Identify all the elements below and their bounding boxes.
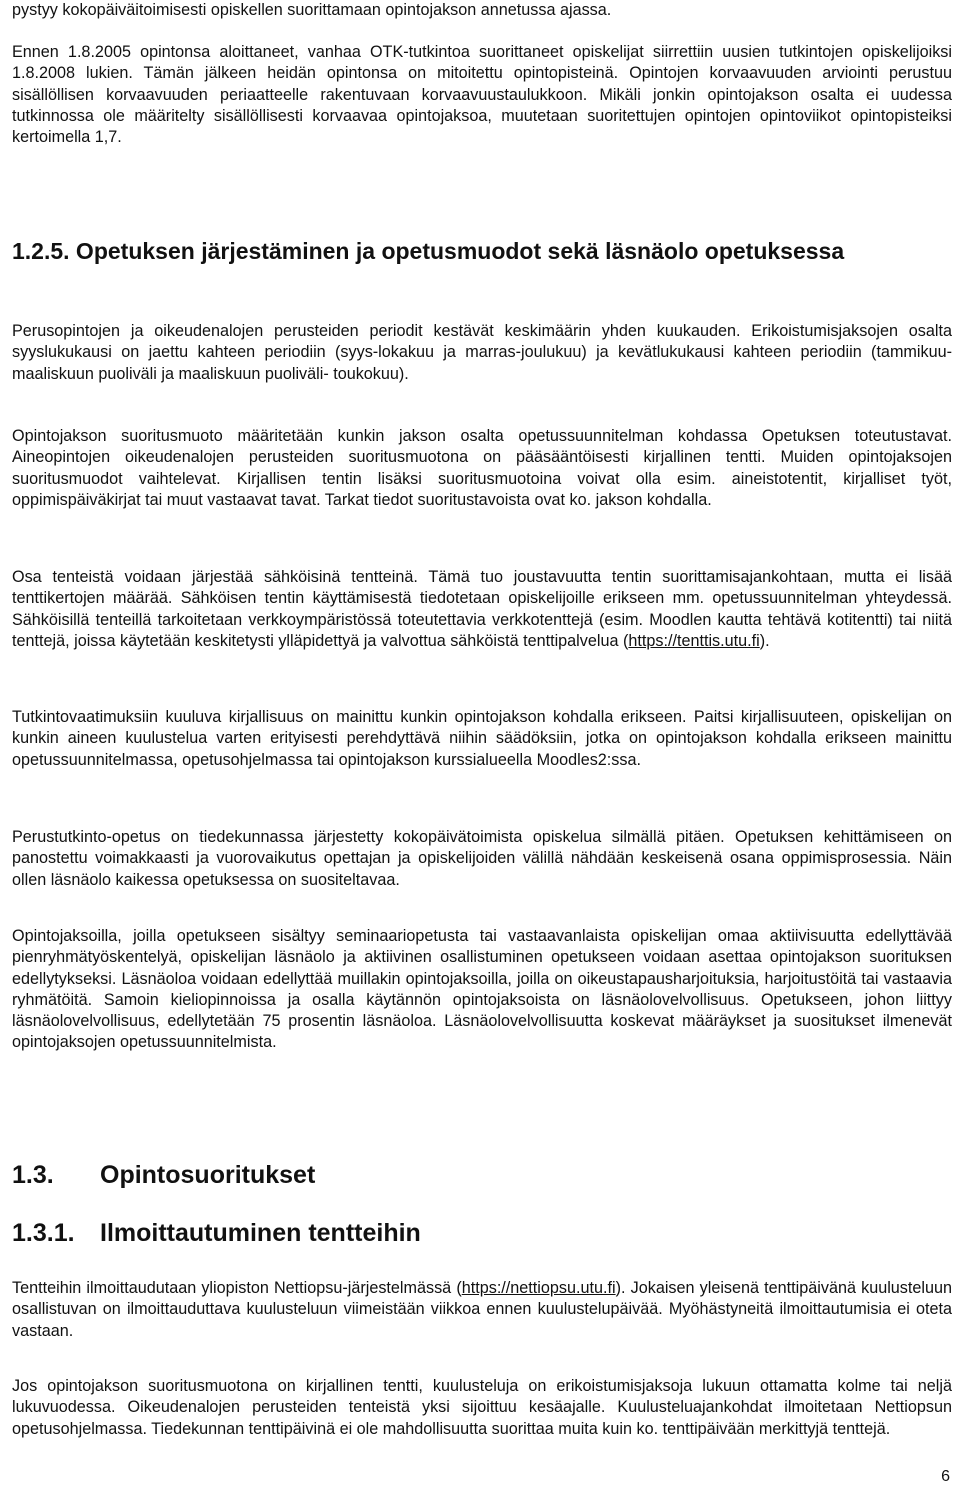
heading-1-3-1 [12,1218,421,1248]
page-number: 6 [941,1468,950,1485]
paragraph-attendance: Opintojaksoilla, joilla opetukseen sisältyy seminaariopetusta tai vastaavanlaista opiskelijan omaa aktiivisuutta edellyttävää pienryhmätyöskentelyä, opiskelijan läsnäolo ja aktiivinen osallistuminen opetukseen voidaan asettaa opintojakson suorituksen edellytykseksi. Läsnäoloa voidaan edellyttää muillakin opintojaksoilla, joilla on oikeustapausharjoituksia, harjoitustöitä tai vastaavia ryhmätöitä. Samoin kieliopinnoissa ja osalla käytännön opintojaksoista on läsnäolovelvollisuus. Opetukseen, johon liittyy läsnäolovelvollisuus, edellytetään 75 prosentin läsnäoloa. Läsnäolovelvollisuutta koskevat määräykset ja suositukset ilmenevät opintojaksojen opetussuunnitelmista. [12,927,952,1052]
paragraph-exam-count: Jos opintojakson suoritusmuotona on kirjallinen tentti, kuulusteluja on erikoistumisjaksoja lukuun ottamatta kolme tai neljä lukuvuodessa. Oikeudenalojen perusteiden tenteistä yksi sijoittuu kesäajalle. Kuulusteluajankohdat ilmoitetaan Nettiopsun opetusohjelmassa. Tiedekunnan tenttipäivinä ei ole mahdollisuutta suorittaa muita kuin ko. tenttipäivään merkittyjä tenttejä. [12,1377,952,1438]
heading-number: 1.3.1. [12,1219,75,1247]
paragraph-electronic-exams [12,567,952,652]
heading-1-3 [12,1160,315,1190]
tenttis-link[interactable]: https://tenttis.utu.fi [628,631,760,650]
nettiopsu-link[interactable]: https://nettiopsu.utu.fi [461,1279,616,1297]
heading-1-2-5: 1.2.5. Opetuksen järjestäminen ja opetusmuodot sekä läsnäolo opetuksessa [12,238,845,264]
paragraph-text-after-link: ). Jokaisen yleisenä tenttipäivänä kuulusteluun osallistuvan on ilmoittauduttava kuulusteluun viimeistään viikkoa ennen kuulustelupäivää. Myöhästyneitä ilmoittautumisia ei oteta vastaan. [12,1279,952,1340]
paragraph-text-after-link: ). [759,631,770,650]
paragraph-intro-tail: pystyy kokopäiväitoimisesti opiskellen suorittamaan opintojakson annetussa ajassa. [12,1,612,19]
paragraph-otk-transition: Ennen 1.8.2005 opintonsa aloittaneet, vanhaa OTK-tutkintoa suorittaneet opiskelijat siirrettiin uusien tutkintojen opiskelijoiksi 1.8.2008 lukien. Tämän jälkeen heidän opintonsa on mitoitettu opintopisteinä. Opintojen korvaavuuden arviointi perustuu sisällöllisen korvaavuuden periaatteelle rakentuvaan korvaavuustaulukkoon. Mikäli jonkin opintojakson osalta ei uudessa tutkinnossa ole määritelty sisällöllisesti korvaavaa opintojaksoa, muutetaan suoritettujen opintojen opintoviikot opintopisteiksi kertoimella 1,7. [12,43,952,147]
paragraph-text-before-link: Tentteihin ilmoittaudutaan yliopiston Nettiopsu-järjestelmässä ( [12,1279,462,1297]
paragraph-text-before-link: Osa tenteistä voidaan järjestää sähköisinä tentteinä. Tämä tuo joustavuutta tentin suorittamisajankohtaan, mutta ei lisää tenttikertojen määrää. Sähköisen tentin käyttämisestä tiedotetaan opiskelijoille erikseen mm. opetussuunnitelman yhteydessä. Sähköisillä tenteillä tarkoitetaan verkkoympäristössä toteutettavia verkkotenttejä (esim. Moodlen kautta tehtävä kotitentti) tai niitä tenttejä, joissa käytetään keskitetysti ylläpidettyä ja valvottua sähköistä tenttipalvelua ( [12,568,952,650]
heading-number: 1.3. [12,1161,54,1189]
heading-title: Opintosuoritukset [100,1161,316,1189]
paragraph-fulltime-study: Perustutkinto-opetus on tiedekunnassa järjestetty kokopäivätoimista opiskelua silmällä pitäen. Opetuksen kehittämiseen on panostettu voimakkaasti ja vuorovaikutus opettajan ja opiskelijoiden välillä nähdään keskeisenä osana oppimisprosessia. Näin ollen läsnäolo kaikessa opetuksessa on suositeltavaa. [12,828,952,889]
heading-title: Ilmoittautuminen tentteihin [100,1219,421,1247]
paragraph-literature: Tutkintovaatimuksiin kuuluva kirjallisuus on mainittu kunkin opintojakson kohdalla erikseen. Paitsi kirjallisuuteen, opiskelijan on kunkin aineen kuulustelua varten erityisesti perehdyttävä niihin säädöksiin, jotka on opintojakson kohdalla erikseen mainittu opetussuunnitelmassa, opetusohjelmassa tai opintojakson kurssialueella Moodles2:ssa. [12,708,952,769]
paragraph-registration [12,1278,952,1342]
paragraph-periods: Perusopintojen ja oikeudenalojen perusteiden periodit kestävät keskimäärin yhden kuukauden. Erikoistumisjaksojen osalta syyslukukausi on jaettu kahteen periodiin (syys-lokakuu ja marras-joulukuu) ja kevätlukukausi kahteen periodiin (tammikuu-maaliskuun puoliväli ja maaliskuun puoliväli- toukokuu). [12,322,952,383]
paragraph-completion-methods: Opintojakson suoritusmuoto määritetään kunkin jakson osalta opetussuunnitelman kohdassa Opetuksen toteutustavat. Aineopintojen oikeudenalojen perusteiden suoritusmuotona on pääsääntöisesti kirjallinen tentti. Muiden opintojaksojen suoritusmuodot vaihtelevat. Kirjallisen tentin lisäksi suoritusmuotoina voivat olla esim. aineistotentit, kirjalliset työt, oppimispäiväkirjat tai muut vastaavat tavat. Tarkat tiedot suoritustavoista ovat ko. jakson kohdalla. [12,427,952,509]
